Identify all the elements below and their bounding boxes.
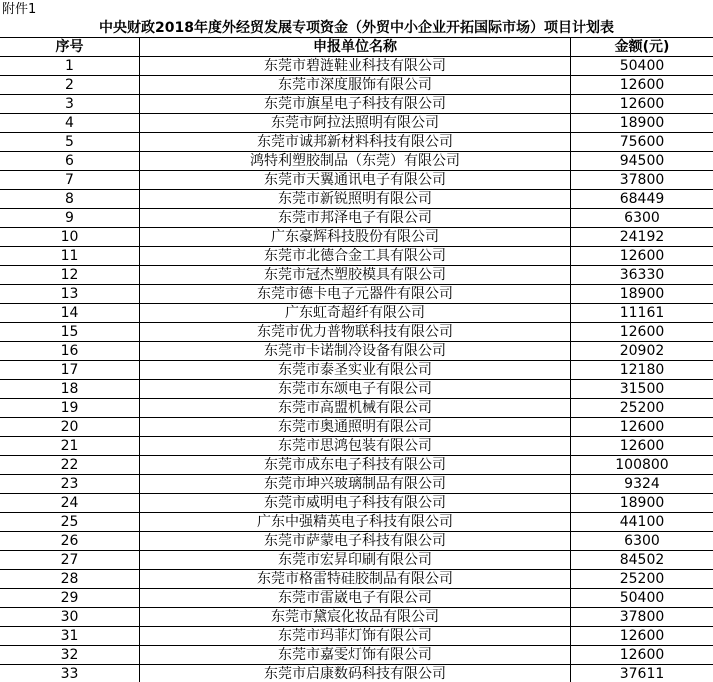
amount-cell[interactable]: 12600 [571,247,713,266]
table-row [0,627,713,646]
amount-cell[interactable]: 6300 [571,209,713,228]
company-name-cell[interactable]: 东莞市邦泽电子有限公司 [140,209,571,228]
row-number-cell[interactable]: 25 [0,513,140,532]
amount-cell[interactable]: 12600 [571,323,713,342]
row-number-cell[interactable]: 26 [0,532,140,551]
row-number-cell[interactable]: 21 [0,437,140,456]
company-name-cell[interactable]: 东莞市冠杰塑胶模具有限公司 [140,266,571,285]
row-number-cell[interactable]: 33 [0,665,140,682]
company-name-cell[interactable]: 东莞市天翼通讯电子有限公司 [140,171,571,190]
row-number-cell[interactable]: 29 [0,589,140,608]
amount-cell[interactable]: 100800 [571,456,713,475]
table-row [0,342,713,361]
row-number-cell[interactable]: 16 [0,342,140,361]
table-row [0,475,713,494]
table-row [0,152,713,171]
company-name-cell[interactable]: 东莞市东颂电子有限公司 [140,380,571,399]
row-number-cell[interactable]: 6 [0,152,140,171]
row-number-cell[interactable]: 30 [0,608,140,627]
amount-cell[interactable]: 18900 [571,114,713,133]
amount-cell[interactable]: 11161 [571,304,713,323]
amount-cell[interactable]: 31500 [571,380,713,399]
table-row [0,95,713,114]
table-row [0,380,713,399]
row-number-cell[interactable]: 10 [0,228,140,247]
amount-cell[interactable]: 36330 [571,266,713,285]
company-name-cell[interactable]: 东莞市坤兴玻璃制品有限公司 [140,475,571,494]
amount-cell[interactable]: 25200 [571,399,713,418]
row-number-cell[interactable]: 14 [0,304,140,323]
company-name-cell[interactable]: 东莞市雷崴电子有限公司 [140,589,571,608]
row-number-cell[interactable]: 27 [0,551,140,570]
table-row [0,228,713,247]
row-number-cell[interactable]: 11 [0,247,140,266]
table-row [0,361,713,380]
table-row [0,608,713,627]
row-number-cell[interactable]: 32 [0,646,140,665]
amount-cell[interactable]: 94500 [571,152,713,171]
table-title[interactable]: 中央财政2018年度外经贸发展专项资金（外贸中小企业开拓国际市场）项目计划表 [0,19,713,38]
amount-cell[interactable]: 75600 [571,133,713,152]
row-number-cell[interactable]: 5 [0,133,140,152]
company-name-cell[interactable]: 东莞市启康数码科技有限公司 [140,665,571,682]
amount-cell[interactable]: 12600 [571,418,713,437]
amount-cell[interactable]: 18900 [571,285,713,304]
amount-cell[interactable]: 6300 [571,532,713,551]
row-number-cell[interactable]: 23 [0,475,140,494]
company-name-cell[interactable]: 东莞市奥通照明有限公司 [140,418,571,437]
company-name-cell[interactable]: 广东中强精英电子科技有限公司 [140,513,571,532]
amount-cell[interactable]: 37800 [571,608,713,627]
table-row [0,57,713,76]
table-row [0,513,713,532]
amount-cell[interactable]: 9324 [571,475,713,494]
header-no[interactable]: 序号 [0,38,140,57]
row-number-cell[interactable]: 7 [0,171,140,190]
table-row [0,190,713,209]
amount-cell[interactable]: 12600 [571,76,713,95]
company-name-cell[interactable]: 东莞市德卡电子元器件有限公司 [140,285,571,304]
row-number-cell[interactable]: 12 [0,266,140,285]
company-name-cell[interactable]: 东莞市诚邦新材料科技有限公司 [140,133,571,152]
company-name-cell[interactable]: 东莞市萨蒙电子科技有限公司 [140,532,571,551]
table-row [0,551,713,570]
company-name-cell[interactable]: 东莞市成东电子科技有限公司 [140,456,571,475]
table-row [0,532,713,551]
table-row [0,209,713,228]
table-row [0,418,713,437]
annex-label[interactable]: 附件1 [2,2,37,17]
row-number-cell[interactable]: 1 [0,57,140,76]
company-name-cell[interactable]: 东莞市玛菲灯饰有限公司 [140,627,571,646]
row-number-cell[interactable]: 18 [0,380,140,399]
amount-cell[interactable]: 37800 [571,171,713,190]
row-number-cell[interactable]: 19 [0,399,140,418]
table-row [0,323,713,342]
table-row [0,76,713,95]
table-row [0,247,713,266]
company-name-cell[interactable]: 东莞市优力普物联科技有限公司 [140,323,571,342]
company-name-cell[interactable]: 东莞市思鸿包装有限公司 [140,437,571,456]
company-name-cell[interactable]: 东莞市深度服饰有限公司 [140,76,571,95]
company-name-cell[interactable]: 东莞市黛宸化妆品有限公司 [140,608,571,627]
company-name-cell[interactable]: 东莞市旗星电子科技有限公司 [140,95,571,114]
table-row [0,494,713,513]
row-number-cell[interactable]: 4 [0,114,140,133]
table-row [0,437,713,456]
amount-cell[interactable]: 24192 [571,228,713,247]
row-number-cell[interactable]: 20 [0,418,140,437]
row-number-cell[interactable]: 9 [0,209,140,228]
amount-cell[interactable]: 12600 [571,646,713,665]
amount-cell[interactable]: 68449 [571,190,713,209]
row-number-cell[interactable]: 22 [0,456,140,475]
table-row [0,665,713,682]
row-number-cell[interactable]: 28 [0,570,140,589]
company-name-cell[interactable]: 东莞市格雷特硅胶制品有限公司 [140,570,571,589]
table-row [0,171,713,190]
company-name-cell[interactable]: 广东豪辉科技股份有限公司 [140,228,571,247]
company-name-cell[interactable]: 东莞市高盟机械有限公司 [140,399,571,418]
row-number-cell[interactable]: 13 [0,285,140,304]
amount-cell[interactable]: 50400 [571,57,713,76]
row-number-cell[interactable]: 31 [0,627,140,646]
amount-cell[interactable]: 12600 [571,95,713,114]
table-row [0,285,713,304]
company-name-cell[interactable]: 东莞市新锐照明有限公司 [140,190,571,209]
table-row [0,456,713,475]
company-name-cell[interactable]: 东莞市北德合金工具有限公司 [140,247,571,266]
row-number-cell[interactable]: 24 [0,494,140,513]
amount-cell[interactable]: 12600 [571,437,713,456]
table-row [0,114,713,133]
row-number-cell[interactable]: 17 [0,361,140,380]
header-amount[interactable]: 金额(元) [571,38,713,57]
amount-cell[interactable]: 44100 [571,513,713,532]
amount-cell[interactable]: 84502 [571,551,713,570]
amount-cell[interactable]: 37611 [571,665,713,682]
table-row [0,589,713,608]
table-row [0,646,713,665]
company-name-cell[interactable]: 鸿特利塑胶制品（东莞）有限公司 [140,152,571,171]
company-name-cell[interactable]: 东莞市威明电子科技有限公司 [140,494,571,513]
table-row [0,399,713,418]
amount-cell[interactable]: 20902 [571,342,713,361]
company-name-cell[interactable]: 东莞市泰圣实业有限公司 [140,361,571,380]
amount-cell[interactable]: 25200 [571,570,713,589]
amount-cell[interactable]: 12600 [571,627,713,646]
header-row [0,38,713,57]
company-name-cell[interactable]: 东莞市嘉雯灯饰有限公司 [140,646,571,665]
table-row [0,304,713,323]
table-row [0,133,713,152]
row-number-cell[interactable]: 3 [0,95,140,114]
company-name-cell[interactable]: 东莞市阿拉法照明有限公司 [140,114,571,133]
amount-cell[interactable]: 50400 [571,589,713,608]
row-number-cell[interactable]: 8 [0,190,140,209]
amount-cell[interactable]: 18900 [571,494,713,513]
company-name-cell[interactable]: 东莞市卡诺制冷设备有限公司 [140,342,571,361]
company-name-cell[interactable]: 东莞市宏昇印刷有限公司 [140,551,571,570]
row-number-cell[interactable]: 2 [0,76,140,95]
company-name-cell[interactable]: 广东虹奇超纤有限公司 [140,304,571,323]
row-number-cell[interactable]: 15 [0,323,140,342]
title-row [0,19,713,38]
company-name-cell[interactable]: 东莞市碧涟鞋业科技有限公司 [140,57,571,76]
amount-cell[interactable]: 12180 [571,361,713,380]
annex-row [0,0,713,19]
table-row [0,570,713,589]
table-row [0,266,713,285]
header-name[interactable]: 申报单位名称 [140,38,571,57]
